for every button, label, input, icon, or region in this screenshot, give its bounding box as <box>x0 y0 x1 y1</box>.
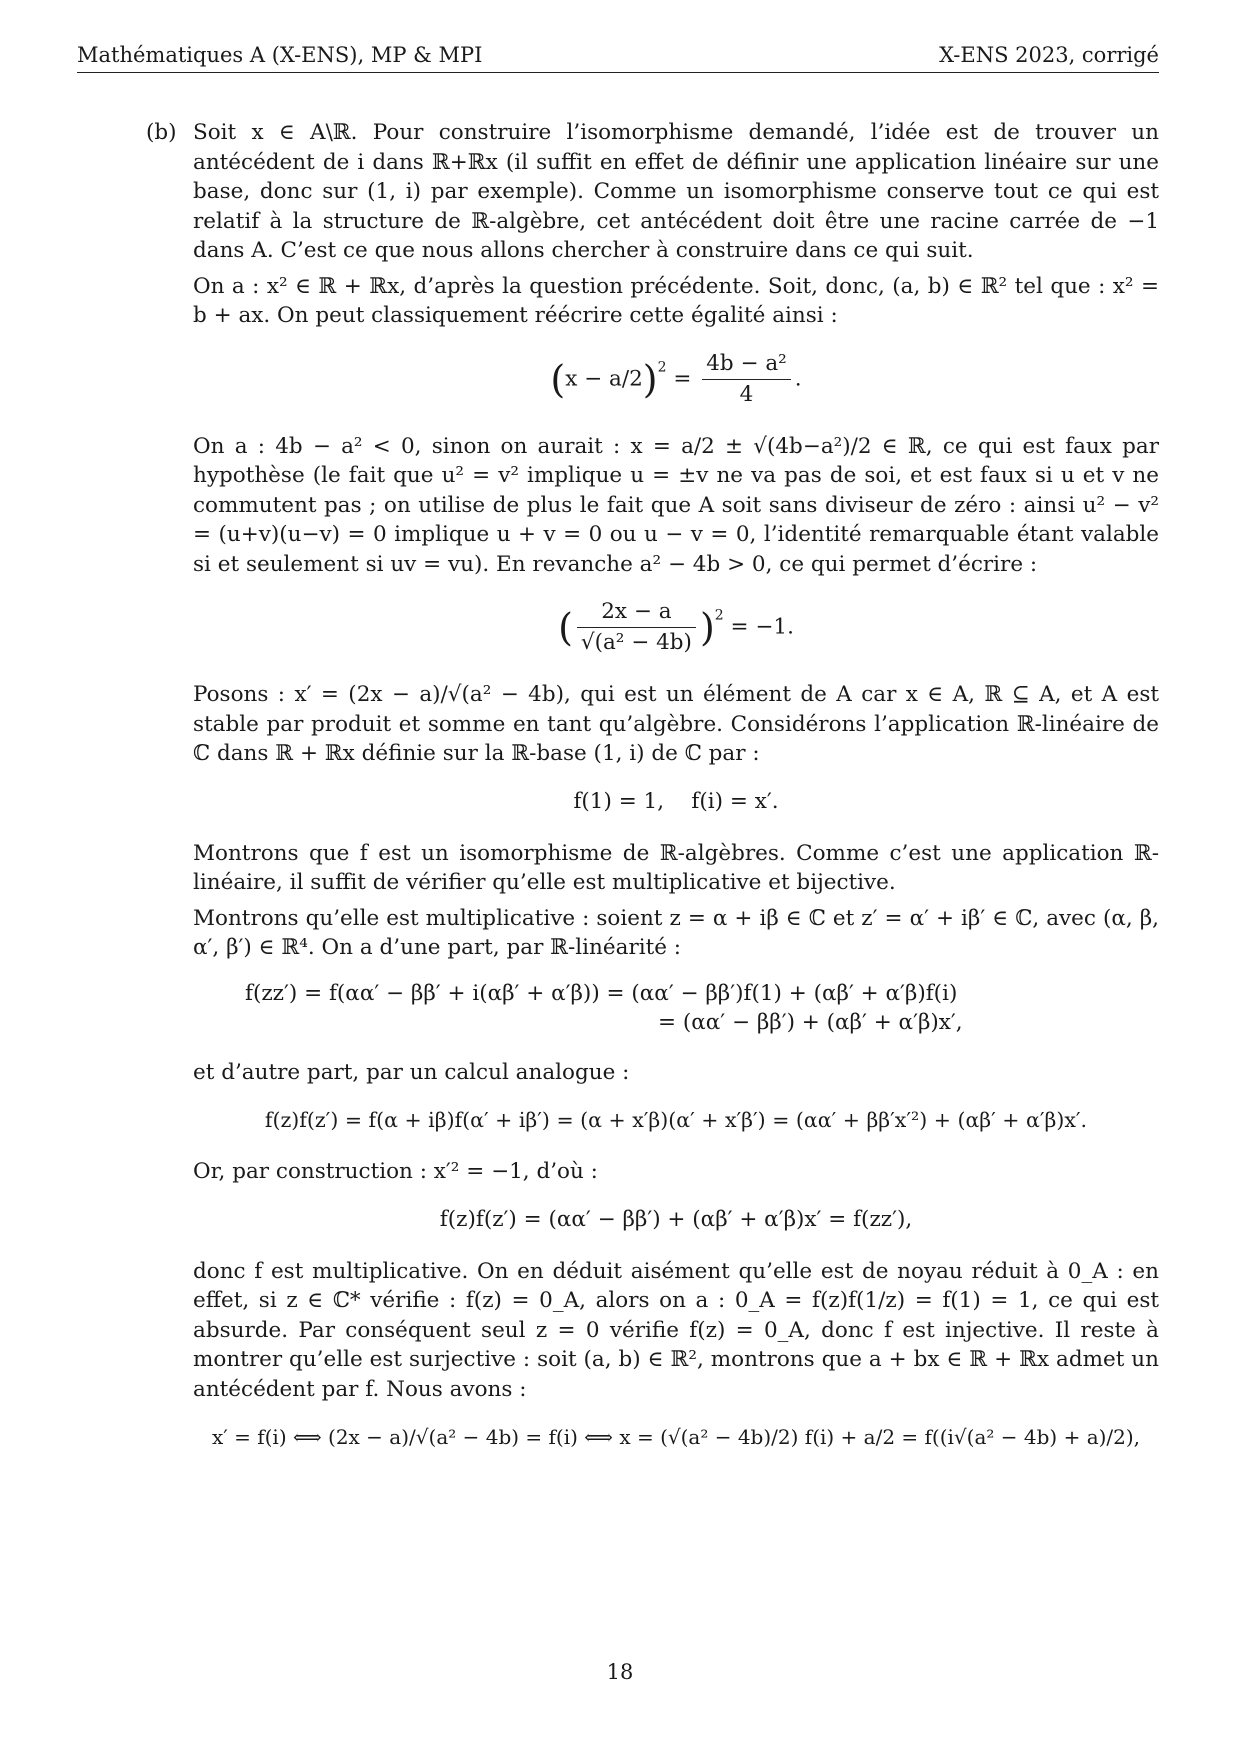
header-right-title: X-ENS 2023, corrigé <box>939 43 1159 67</box>
equation-surjectivity: x′ = f(i) ⟺ (2x − a)/√(a² − 4b) = f(i) ⟺ x = (√(a² − 4b)/2) f(i) + a/2 = f((i√(a² − 4b) + a)/2), <box>211 1425 1141 1449</box>
eq1-rhs-denominator: 4 <box>739 381 754 407</box>
page-body <box>193 118 1159 1474</box>
paragraph-isomorphism-claim: Montrons que f est un isomorphisme de ℝ-algèbres. Comme c’est une application ℝ-linéaire, il suffit de vérifier qu’elle est multiplicative et bijective. <box>193 840 1159 895</box>
equation-define-f: f(1) = 1, f(i) = x′. <box>573 788 779 814</box>
paragraph-bijective: donc f est multiplicative. On en déduit aisément qu’elle est de noyau réduit à 0_A : en effet, si z ∈ ℂ* vérifie : f(z) = 0_A, alors on a : 0_A = f(z)f(1/z) = f(1) = 1, ce qui est absurde. Par conséquent seul z = 0 vérifie f(z) = 0_A, donc f est injective. Il reste à montrer qu’elle est surjective : soit (a, b) ∈ ℝ², montrons que a + bx ∈ ℝ + ℝx admet un antécédent par f. Nous avons : <box>193 1258 1159 1402</box>
paragraph-quadratic: On a : x² ∈ ℝ + ℝx, d’après la question précédente. Soit, donc, (a, b) ∈ ℝ² tel que : x² = b + ax. On peut classiquement réécrire cette égalité ainsi : <box>193 273 1159 328</box>
equation-completed-square: $(x - a/2)^2$ = $\frac{\text{4b − a²}}{4}$ . <box>193 349 1159 410</box>
eq4-row-2: = (αα′ − ββ′) + (αβ′ + α′β)x′, <box>658 1010 963 1035</box>
eq2-denominator: √(a² − 4b) <box>580 630 692 655</box>
eq1-lhs-inner: x − a/2 <box>565 366 643 391</box>
equation-square-root-minus-one: ( $\frac{2x - a}{\text{√(a² − 4b)}}$ )$^2$ = −1. <box>193 597 1159 658</box>
eq4-row-1: f(zz′) = f(αα′ − ββ′ + i(αβ′ + α′β)) = (αα′ − ββ′)f(1) + (αβ′ + α′β)f(i) <box>245 980 958 1006</box>
paragraph-multiplicative: Montrons qu’elle est multiplicative : soient z = α + iβ ∈ ℂ et z′ = α′ + iβ′ ∈ ℂ, avec (α, β, α′, β′) ∈ ℝ⁴. On a d’une part, par ℝ-linéarité : <box>193 905 1159 960</box>
header-left-title: Mathématiques A (X-ENS), MP & MPI <box>77 43 483 67</box>
paragraph-discriminant: On a : 4b − a² < 0, sinon on aurait : x = a/2 ± √(4b−a²)/2 ∈ ℝ, ce qui est faux par hypothèse (le fait que u² = v² implique u = ±v ne va pas de soi, et est faux si u et v ne commutent pas ; on utilise de plus le fait que A soit sans diviseur de zéro : ainsi u² − v² = (u+v)(u−v) = 0 implique u + v = 0 ou u − v = 0, l’identité remarquable étant valable si et seulement si uv = vu). En revanche a² − 4b > 0, ce qui permet d’écrire : <box>193 433 1159 577</box>
eq1-rhs-numerator: 4b − a² <box>702 349 791 380</box>
page-number: 18 <box>606 1660 634 1684</box>
running-header <box>77 38 1159 73</box>
paragraph-intro: Soit x ∈ A\ℝ. Pour construire l’isomorphisme demandé, l’idée est de trouver un antécédent de i dans ℝ+ℝx (il suffit en effet de définir une application linéaire sur une base, donc sur (1, i) par exemple). Comme un isomorphisme conserve tout ce qui est relatif à la structure de ℝ-algèbre, cet antécédent doit être une racine carrée de −1 dans A. C’est ce que nous allons chercher à construire dans ce qui suit. <box>193 120 1159 263</box>
equation-product: f(z)f(z′) = f(α + iβ)f(α′ + iβ′) = (α + x′β)(α′ + x′β′) = (αα′ + ββ′x′²) + (αβ′ + α′β)x′. <box>264 1108 1088 1132</box>
paragraph-construction: Or, par construction : x′² = −1, d’où : <box>193 1159 598 1184</box>
equation-f-zz-prime <box>193 979 1159 1038</box>
paragraph-define-x-prime: Posons : x′ = (2x − a)/√(a² − 4b), qui est un élément de A car x ∈ A, ℝ ⊆ A, et A est stable par produit et somme en tant qu’algèbre. Considérons l’application ℝ-linéaire de ℂ dans ℝ + ℝx définie sur la ℝ-base (1, i) de ℂ par : <box>193 682 1159 766</box>
eq2-rhs: = −1. <box>730 614 794 640</box>
paragraph-analogous: et d’autre part, par un calcul analogue : <box>193 1059 630 1085</box>
item-label: (b) <box>146 120 177 145</box>
eq2-numerator: 2x − a <box>577 597 696 628</box>
equation-multiplicative-result: f(z)f(z′) = (αα′ − ββ′) + (αβ′ + α′β)x′ = f(zz′), <box>439 1206 913 1232</box>
